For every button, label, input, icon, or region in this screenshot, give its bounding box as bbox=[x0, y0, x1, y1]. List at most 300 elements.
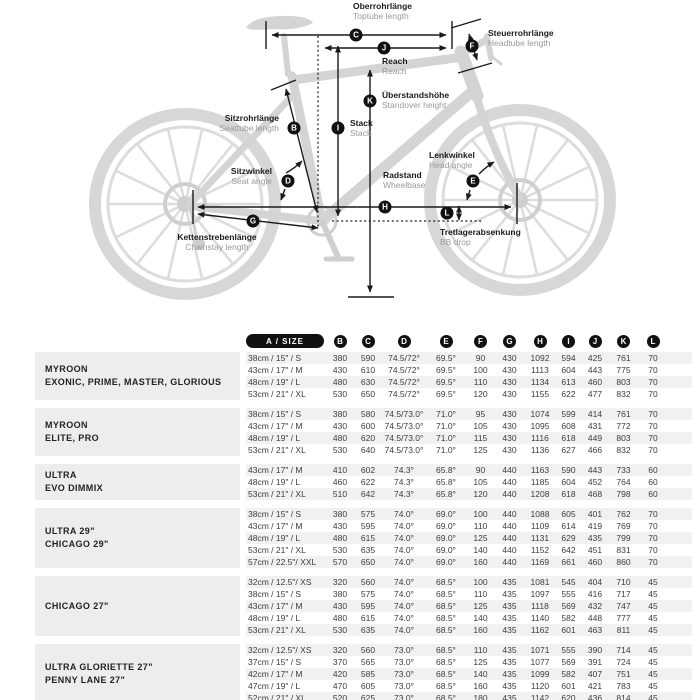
value-cell-l: 45 bbox=[648, 669, 658, 679]
value-cell-b: 430 bbox=[332, 365, 348, 375]
value-cell-i: 590 bbox=[561, 465, 576, 475]
value-cell-f: 100 bbox=[473, 365, 488, 375]
value-cell-d: 73.0° bbox=[394, 645, 414, 655]
value-cell-k: 832 bbox=[616, 445, 631, 455]
label-toptube bbox=[353, 1, 412, 21]
value-cell-i: 594 bbox=[561, 353, 576, 363]
column-letter-f-badge: F bbox=[474, 335, 487, 348]
value-cell-i: 599 bbox=[561, 409, 576, 419]
model-label bbox=[35, 352, 240, 400]
value-cell-h: 1099 bbox=[530, 669, 550, 679]
value-cell-i: 604 bbox=[561, 477, 576, 487]
value-cell-h: 1169 bbox=[530, 557, 550, 567]
value-cell-e: 68.5° bbox=[436, 645, 456, 655]
column-letter-g-badge: G bbox=[503, 335, 516, 348]
value-cell-d: 74.0° bbox=[394, 509, 414, 519]
value-cell-l: 70 bbox=[648, 409, 658, 419]
value-cell-d: 73.0° bbox=[394, 669, 414, 679]
value-cell-b: 520 bbox=[332, 693, 348, 700]
value-cell-f: 125 bbox=[473, 601, 488, 611]
model-label bbox=[35, 644, 240, 700]
value-cell-f: 105 bbox=[473, 421, 488, 431]
value-cell-j: 421 bbox=[587, 681, 603, 691]
value-cell-j: 466 bbox=[587, 445, 603, 455]
value-cell-h: 1118 bbox=[531, 601, 549, 611]
value-cell-h: 1092 bbox=[530, 353, 550, 363]
value-cell-b: 480 bbox=[332, 613, 348, 623]
value-cell-c: 585 bbox=[360, 669, 376, 679]
label-bbdrop-en: BB drop bbox=[440, 237, 471, 247]
label-seatangle bbox=[172, 166, 272, 186]
value-cell-l: 70 bbox=[648, 377, 658, 387]
value-cell-g: 435 bbox=[502, 589, 517, 599]
label-wheelbase-en: Wheelbase bbox=[383, 180, 426, 190]
table-row bbox=[246, 520, 692, 532]
letter-e-marker: E bbox=[467, 175, 480, 188]
value-cell-b: 380 bbox=[332, 353, 348, 363]
table-row bbox=[246, 556, 692, 568]
value-cell-l: 70 bbox=[648, 433, 658, 443]
column-header-d bbox=[382, 335, 426, 348]
value-cell-k: 803 bbox=[616, 377, 631, 387]
size-cell: 57cm / 22.5"/ XXL bbox=[248, 557, 317, 567]
value-cell-c: 625 bbox=[360, 693, 376, 700]
letter-j-marker: J bbox=[378, 42, 391, 55]
column-letter-i-badge: I bbox=[562, 335, 575, 348]
tick-headtube-upper bbox=[451, 19, 481, 28]
value-cell-j: 435 bbox=[587, 533, 603, 543]
value-cell-f: 110 bbox=[473, 589, 488, 599]
model-name-line: PENNY LANE 27" bbox=[45, 675, 126, 685]
label-headangle-de: Lenkwinkel bbox=[429, 150, 475, 160]
value-cell-j: 436 bbox=[587, 693, 603, 700]
value-cell-l: 45 bbox=[648, 625, 658, 635]
label-toptube-de: Oberrohrlänge bbox=[353, 1, 413, 11]
value-cell-g: 430 bbox=[502, 409, 517, 419]
value-cell-f: 110 bbox=[473, 645, 488, 655]
value-cell-j: 425 bbox=[587, 353, 603, 363]
value-cell-j: 449 bbox=[587, 433, 603, 443]
value-cell-g: 435 bbox=[502, 669, 517, 679]
value-cell-d: 74.0° bbox=[394, 557, 414, 567]
value-cell-c: 590 bbox=[360, 353, 376, 363]
value-cell-e: 71.0° bbox=[436, 421, 456, 431]
value-cell-l: 45 bbox=[648, 601, 658, 611]
value-cell-d: 74.5/72° bbox=[388, 353, 420, 363]
value-cell-g: 440 bbox=[502, 489, 517, 499]
table-row bbox=[246, 532, 692, 544]
column-letter-d-badge: D bbox=[398, 335, 411, 348]
value-cell-f: 120 bbox=[473, 389, 488, 399]
value-cell-c: 650 bbox=[360, 389, 376, 399]
value-cell-b: 480 bbox=[332, 377, 348, 387]
value-cell-l: 45 bbox=[648, 613, 658, 623]
value-cell-e: 69.0° bbox=[436, 521, 456, 531]
column-letter-j-badge: J bbox=[589, 335, 602, 348]
value-cell-d: 74.0° bbox=[394, 545, 414, 555]
value-cell-h: 1136 bbox=[530, 445, 550, 455]
table-row bbox=[246, 488, 692, 500]
model-label bbox=[35, 408, 240, 456]
arrow-seatangle-arc bbox=[286, 161, 302, 173]
value-cell-b: 510 bbox=[332, 489, 348, 499]
letter-d-marker: D bbox=[282, 175, 295, 188]
size-cell: 42cm / 17" / M bbox=[248, 669, 303, 679]
value-cell-k: 832 bbox=[616, 389, 631, 399]
value-cell-g: 430 bbox=[502, 377, 517, 387]
value-cell-j: 401 bbox=[587, 509, 603, 519]
model-name-line: EVO DIMMIX bbox=[45, 483, 104, 493]
size-cell: 43cm / 17" / M bbox=[248, 465, 303, 475]
size-cell: 43cm / 17" / M bbox=[248, 521, 303, 531]
size-cell: 53cm / 21" / XL bbox=[248, 489, 306, 499]
value-cell-f: 105 bbox=[473, 477, 488, 487]
arrow-headangle-arc bbox=[479, 162, 494, 174]
value-cell-c: 640 bbox=[360, 445, 376, 455]
model-section-6 bbox=[35, 644, 700, 700]
column-header-f bbox=[466, 335, 495, 348]
value-cell-f: 110 bbox=[473, 377, 488, 387]
value-cell-f: 95 bbox=[475, 409, 486, 419]
value-cell-e: 69.0° bbox=[436, 509, 456, 519]
size-cell: 48cm / 19" / L bbox=[248, 613, 301, 623]
value-cell-b: 460 bbox=[332, 477, 348, 487]
table-row bbox=[246, 600, 692, 612]
value-cell-h: 1081 bbox=[530, 577, 550, 587]
value-cell-f: 120 bbox=[473, 489, 488, 499]
label-bbdrop-de: Tretlagerabsenkung bbox=[440, 227, 521, 237]
value-cell-b: 480 bbox=[332, 533, 348, 543]
value-cell-e: 71.0° bbox=[436, 409, 456, 419]
table-row bbox=[246, 432, 692, 444]
value-cell-k: 769 bbox=[616, 521, 631, 531]
label-chainstay bbox=[132, 232, 302, 252]
table-row bbox=[246, 668, 692, 680]
size-cell: 38cm / 15" / S bbox=[248, 409, 302, 419]
value-cell-k: 783 bbox=[616, 681, 631, 691]
label-wheelbase bbox=[383, 170, 426, 190]
label-toptube-en: Toptube length bbox=[353, 11, 409, 21]
value-cell-k: 710 bbox=[616, 577, 631, 587]
value-cell-e: 68.5° bbox=[436, 693, 456, 700]
value-cell-j: 431 bbox=[587, 421, 603, 431]
value-cell-e: 68.5° bbox=[436, 589, 456, 599]
value-cell-c: 635 bbox=[360, 625, 376, 635]
table-row bbox=[246, 408, 692, 420]
value-cell-l: 70 bbox=[648, 353, 658, 363]
value-cell-e: 69.5° bbox=[436, 377, 456, 387]
label-wheelbase-de: Radstand bbox=[383, 170, 422, 180]
value-cell-i: 545 bbox=[561, 577, 576, 587]
value-cell-j: 448 bbox=[587, 613, 603, 623]
value-cell-i: 555 bbox=[561, 589, 576, 599]
value-cell-j: 391 bbox=[587, 657, 603, 667]
value-cell-f: 90 bbox=[475, 465, 486, 475]
value-cell-c: 560 bbox=[360, 577, 376, 587]
value-cell-i: 618 bbox=[561, 433, 576, 443]
value-cell-b: 380 bbox=[332, 409, 348, 419]
value-cell-g: 440 bbox=[502, 557, 517, 567]
value-cell-e: 69.5° bbox=[436, 365, 456, 375]
value-cell-e: 68.5° bbox=[436, 577, 456, 587]
model-rows bbox=[246, 508, 692, 568]
value-cell-i: 613 bbox=[561, 377, 576, 387]
label-reach bbox=[382, 56, 408, 76]
value-cell-l: 70 bbox=[648, 545, 658, 555]
saddle bbox=[246, 16, 313, 30]
value-cell-d: 74.5/73.0° bbox=[384, 421, 424, 431]
label-seattube bbox=[179, 113, 279, 133]
value-cell-k: 714 bbox=[616, 645, 631, 655]
value-cell-i: 601 bbox=[561, 681, 576, 691]
value-cell-i: 627 bbox=[561, 445, 576, 455]
value-cell-d: 74.5/73.0° bbox=[384, 445, 424, 455]
value-cell-l: 60 bbox=[648, 465, 658, 475]
value-cell-g: 440 bbox=[502, 477, 517, 487]
value-cell-g: 435 bbox=[502, 645, 517, 655]
value-cell-g: 430 bbox=[502, 353, 517, 363]
value-cell-h: 1120 bbox=[530, 681, 550, 691]
value-cell-g: 435 bbox=[502, 657, 517, 667]
value-cell-e: 68.5° bbox=[436, 669, 456, 679]
value-cell-j: 463 bbox=[587, 625, 603, 635]
value-cell-i: 661 bbox=[561, 557, 576, 567]
model-rows bbox=[246, 576, 692, 636]
label-seattube-en: Seattube length bbox=[219, 123, 279, 133]
value-cell-j: 404 bbox=[587, 577, 603, 587]
column-letter-c-badge: C bbox=[362, 335, 375, 348]
value-cell-i: 569 bbox=[561, 601, 576, 611]
table-row bbox=[246, 576, 692, 588]
value-cell-g: 435 bbox=[502, 681, 517, 691]
label-stack-en: Stack bbox=[350, 128, 372, 138]
value-cell-f: 180 bbox=[473, 693, 488, 700]
value-cell-e: 69.0° bbox=[436, 533, 456, 543]
size-cell: 32cm / 12.5"/ XS bbox=[248, 645, 312, 655]
value-cell-h: 1088 bbox=[530, 509, 550, 519]
value-cell-c: 600 bbox=[360, 421, 376, 431]
value-cell-i: 614 bbox=[561, 521, 576, 531]
value-cell-c: 620 bbox=[360, 433, 376, 443]
value-cell-f: 160 bbox=[473, 557, 488, 567]
value-cell-i: 569 bbox=[561, 657, 576, 667]
model-label bbox=[35, 464, 240, 500]
value-cell-b: 430 bbox=[332, 521, 348, 531]
value-cell-f: 140 bbox=[473, 545, 488, 555]
value-cell-d: 74.5/72° bbox=[388, 389, 420, 399]
value-cell-h: 1131 bbox=[530, 533, 550, 543]
value-cell-f: 140 bbox=[473, 613, 488, 623]
letter-b-marker: B bbox=[288, 122, 301, 135]
value-cell-h: 1140 bbox=[530, 613, 550, 623]
label-bbdrop bbox=[440, 227, 521, 247]
value-cell-b: 530 bbox=[332, 625, 348, 635]
size-cell: 48cm / 19" / L bbox=[248, 377, 301, 387]
value-cell-f: 125 bbox=[473, 657, 488, 667]
value-cell-b: 320 bbox=[332, 577, 348, 587]
value-cell-h: 1185 bbox=[530, 477, 550, 487]
letter-l-marker: L bbox=[441, 207, 454, 220]
size-cell: 53cm / 21" / XL bbox=[248, 545, 306, 555]
value-cell-j: 451 bbox=[587, 545, 603, 555]
value-cell-e: 69.0° bbox=[436, 557, 456, 567]
table-row bbox=[246, 364, 692, 376]
value-cell-e: 65.8° bbox=[436, 465, 456, 475]
label-chainstay-de: Kettenstrebenlänge bbox=[177, 232, 257, 242]
value-cell-e: 71.0° bbox=[436, 433, 456, 443]
size-cell: 43cm / 17" / M bbox=[248, 421, 303, 431]
value-cell-f: 125 bbox=[473, 445, 488, 455]
value-cell-d: 74.5/72° bbox=[388, 377, 420, 387]
value-cell-d: 74.3° bbox=[394, 477, 414, 487]
value-cell-k: 831 bbox=[616, 545, 631, 555]
value-cell-h: 1152 bbox=[530, 545, 550, 555]
table-row bbox=[246, 680, 692, 692]
table-row bbox=[246, 388, 692, 400]
label-headtube-en: Headtube length bbox=[488, 38, 551, 48]
value-cell-k: 798 bbox=[616, 489, 631, 499]
letter-h-marker: H bbox=[379, 201, 392, 214]
model-name-line: ULTRA bbox=[45, 470, 77, 480]
value-cell-k: 764 bbox=[616, 477, 631, 487]
value-cell-g: 435 bbox=[502, 601, 517, 611]
column-header-l bbox=[638, 335, 668, 348]
table-row bbox=[246, 376, 692, 388]
size-cell: 52cm / 21" / XL bbox=[248, 693, 306, 700]
value-cell-e: 68.5° bbox=[436, 601, 456, 611]
label-stack-de: Stack bbox=[350, 118, 373, 128]
value-cell-b: 430 bbox=[332, 601, 348, 611]
value-cell-c: 565 bbox=[360, 657, 376, 667]
column-letter-b-badge: B bbox=[334, 335, 347, 348]
value-cell-b: 430 bbox=[332, 421, 348, 431]
value-cell-b: 570 bbox=[332, 557, 348, 567]
value-cell-k: 717 bbox=[616, 589, 631, 599]
value-cell-k: 761 bbox=[616, 353, 631, 363]
value-cell-l: 45 bbox=[648, 657, 658, 667]
arrow-headangle-down bbox=[467, 190, 470, 200]
table-row bbox=[246, 624, 692, 636]
label-reach-de: Reach bbox=[382, 56, 408, 66]
value-cell-f: 140 bbox=[473, 669, 488, 679]
value-cell-j: 460 bbox=[587, 377, 603, 387]
column-header-c bbox=[354, 335, 382, 348]
value-cell-c: 602 bbox=[360, 465, 376, 475]
value-cell-g: 435 bbox=[502, 693, 517, 700]
value-cell-b: 480 bbox=[332, 433, 348, 443]
value-cell-d: 73.0° bbox=[394, 681, 414, 691]
size-column-header: A / SIZE bbox=[246, 334, 324, 348]
value-cell-c: 650 bbox=[360, 557, 376, 567]
label-standover-de: Überstandshöhe bbox=[382, 90, 450, 100]
value-cell-l: 70 bbox=[648, 509, 658, 519]
value-cell-i: 618 bbox=[561, 489, 576, 499]
value-cell-l: 45 bbox=[648, 681, 658, 691]
label-reach-en: Reach bbox=[382, 66, 407, 76]
value-cell-j: 414 bbox=[587, 409, 603, 419]
label-headtube bbox=[488, 28, 554, 48]
value-cell-e: 69.5° bbox=[436, 389, 456, 399]
value-cell-i: 620 bbox=[561, 693, 576, 700]
value-cell-c: 605 bbox=[360, 681, 376, 691]
value-cell-l: 70 bbox=[648, 557, 658, 567]
value-cell-k: 775 bbox=[616, 365, 631, 375]
table-row bbox=[246, 612, 692, 624]
value-cell-h: 1155 bbox=[530, 389, 550, 399]
value-cell-k: 747 bbox=[616, 601, 631, 611]
value-cell-e: 68.5° bbox=[436, 625, 456, 635]
value-cell-g: 435 bbox=[502, 577, 517, 587]
column-header-h bbox=[524, 335, 556, 348]
label-headtube-de: Steuerrohrlänge bbox=[488, 28, 554, 38]
column-header-j bbox=[581, 335, 609, 348]
label-seatangle-en: Seat angle bbox=[231, 176, 272, 186]
column-letter-h-badge: H bbox=[534, 335, 547, 348]
model-name-line: MYROON bbox=[45, 420, 88, 430]
size-cell: 48cm / 19" / L bbox=[248, 433, 301, 443]
value-cell-d: 74.5/72° bbox=[388, 365, 420, 375]
label-headangle-en: Head angle bbox=[429, 160, 473, 170]
value-cell-c: 642 bbox=[360, 489, 376, 499]
column-letter-l-badge: L bbox=[647, 335, 660, 348]
value-cell-f: 90 bbox=[475, 353, 486, 363]
letter-f-marker: F bbox=[466, 40, 479, 53]
value-cell-c: 630 bbox=[360, 377, 376, 387]
column-header-b bbox=[326, 335, 354, 348]
table-row bbox=[246, 544, 692, 556]
value-cell-c: 595 bbox=[360, 521, 376, 531]
model-rows bbox=[246, 408, 692, 456]
column-header-k bbox=[609, 335, 638, 348]
value-cell-b: 410 bbox=[332, 465, 348, 475]
value-cell-j: 390 bbox=[587, 645, 603, 655]
value-cell-i: 605 bbox=[561, 509, 576, 519]
geometry-diagram bbox=[0, 0, 700, 320]
label-standover-en: Standover height bbox=[382, 100, 447, 110]
value-cell-h: 1116 bbox=[531, 433, 549, 443]
value-cell-c: 575 bbox=[360, 589, 376, 599]
column-header-g bbox=[495, 335, 524, 348]
value-cell-f: 110 bbox=[473, 521, 488, 531]
model-name-line: ULTRA GLORIETTE 27" bbox=[45, 662, 153, 672]
value-cell-d: 74.0° bbox=[394, 533, 414, 543]
value-cell-k: 724 bbox=[616, 657, 631, 667]
value-cell-k: 777 bbox=[616, 613, 631, 623]
value-cell-k: 803 bbox=[616, 433, 631, 443]
value-cell-d: 74.0° bbox=[394, 625, 414, 635]
model-label bbox=[35, 508, 240, 568]
value-cell-j: 477 bbox=[587, 389, 603, 399]
value-cell-d: 74.0° bbox=[394, 613, 414, 623]
model-name-line: EXONIC, PRIME, MASTER, GLORIOUS bbox=[45, 377, 222, 387]
value-cell-j: 416 bbox=[587, 589, 603, 599]
value-cell-e: 71.0° bbox=[436, 445, 456, 455]
model-name-line: CHICAGO 27" bbox=[45, 600, 109, 611]
size-cell: 38cm / 15" / S bbox=[248, 589, 302, 599]
value-cell-c: 580 bbox=[360, 409, 376, 419]
value-cell-l: 70 bbox=[648, 421, 658, 431]
value-cell-g: 430 bbox=[502, 433, 517, 443]
value-cell-j: 460 bbox=[587, 557, 603, 567]
value-cell-e: 69.0° bbox=[436, 545, 456, 555]
table-row bbox=[246, 476, 692, 488]
value-cell-l: 70 bbox=[648, 365, 658, 375]
size-cell: 43cm / 17" / M bbox=[248, 601, 303, 611]
value-cell-e: 68.5° bbox=[436, 657, 456, 667]
value-cell-h: 1077 bbox=[530, 657, 550, 667]
value-cell-h: 1208 bbox=[530, 489, 550, 499]
table-row bbox=[246, 352, 692, 364]
